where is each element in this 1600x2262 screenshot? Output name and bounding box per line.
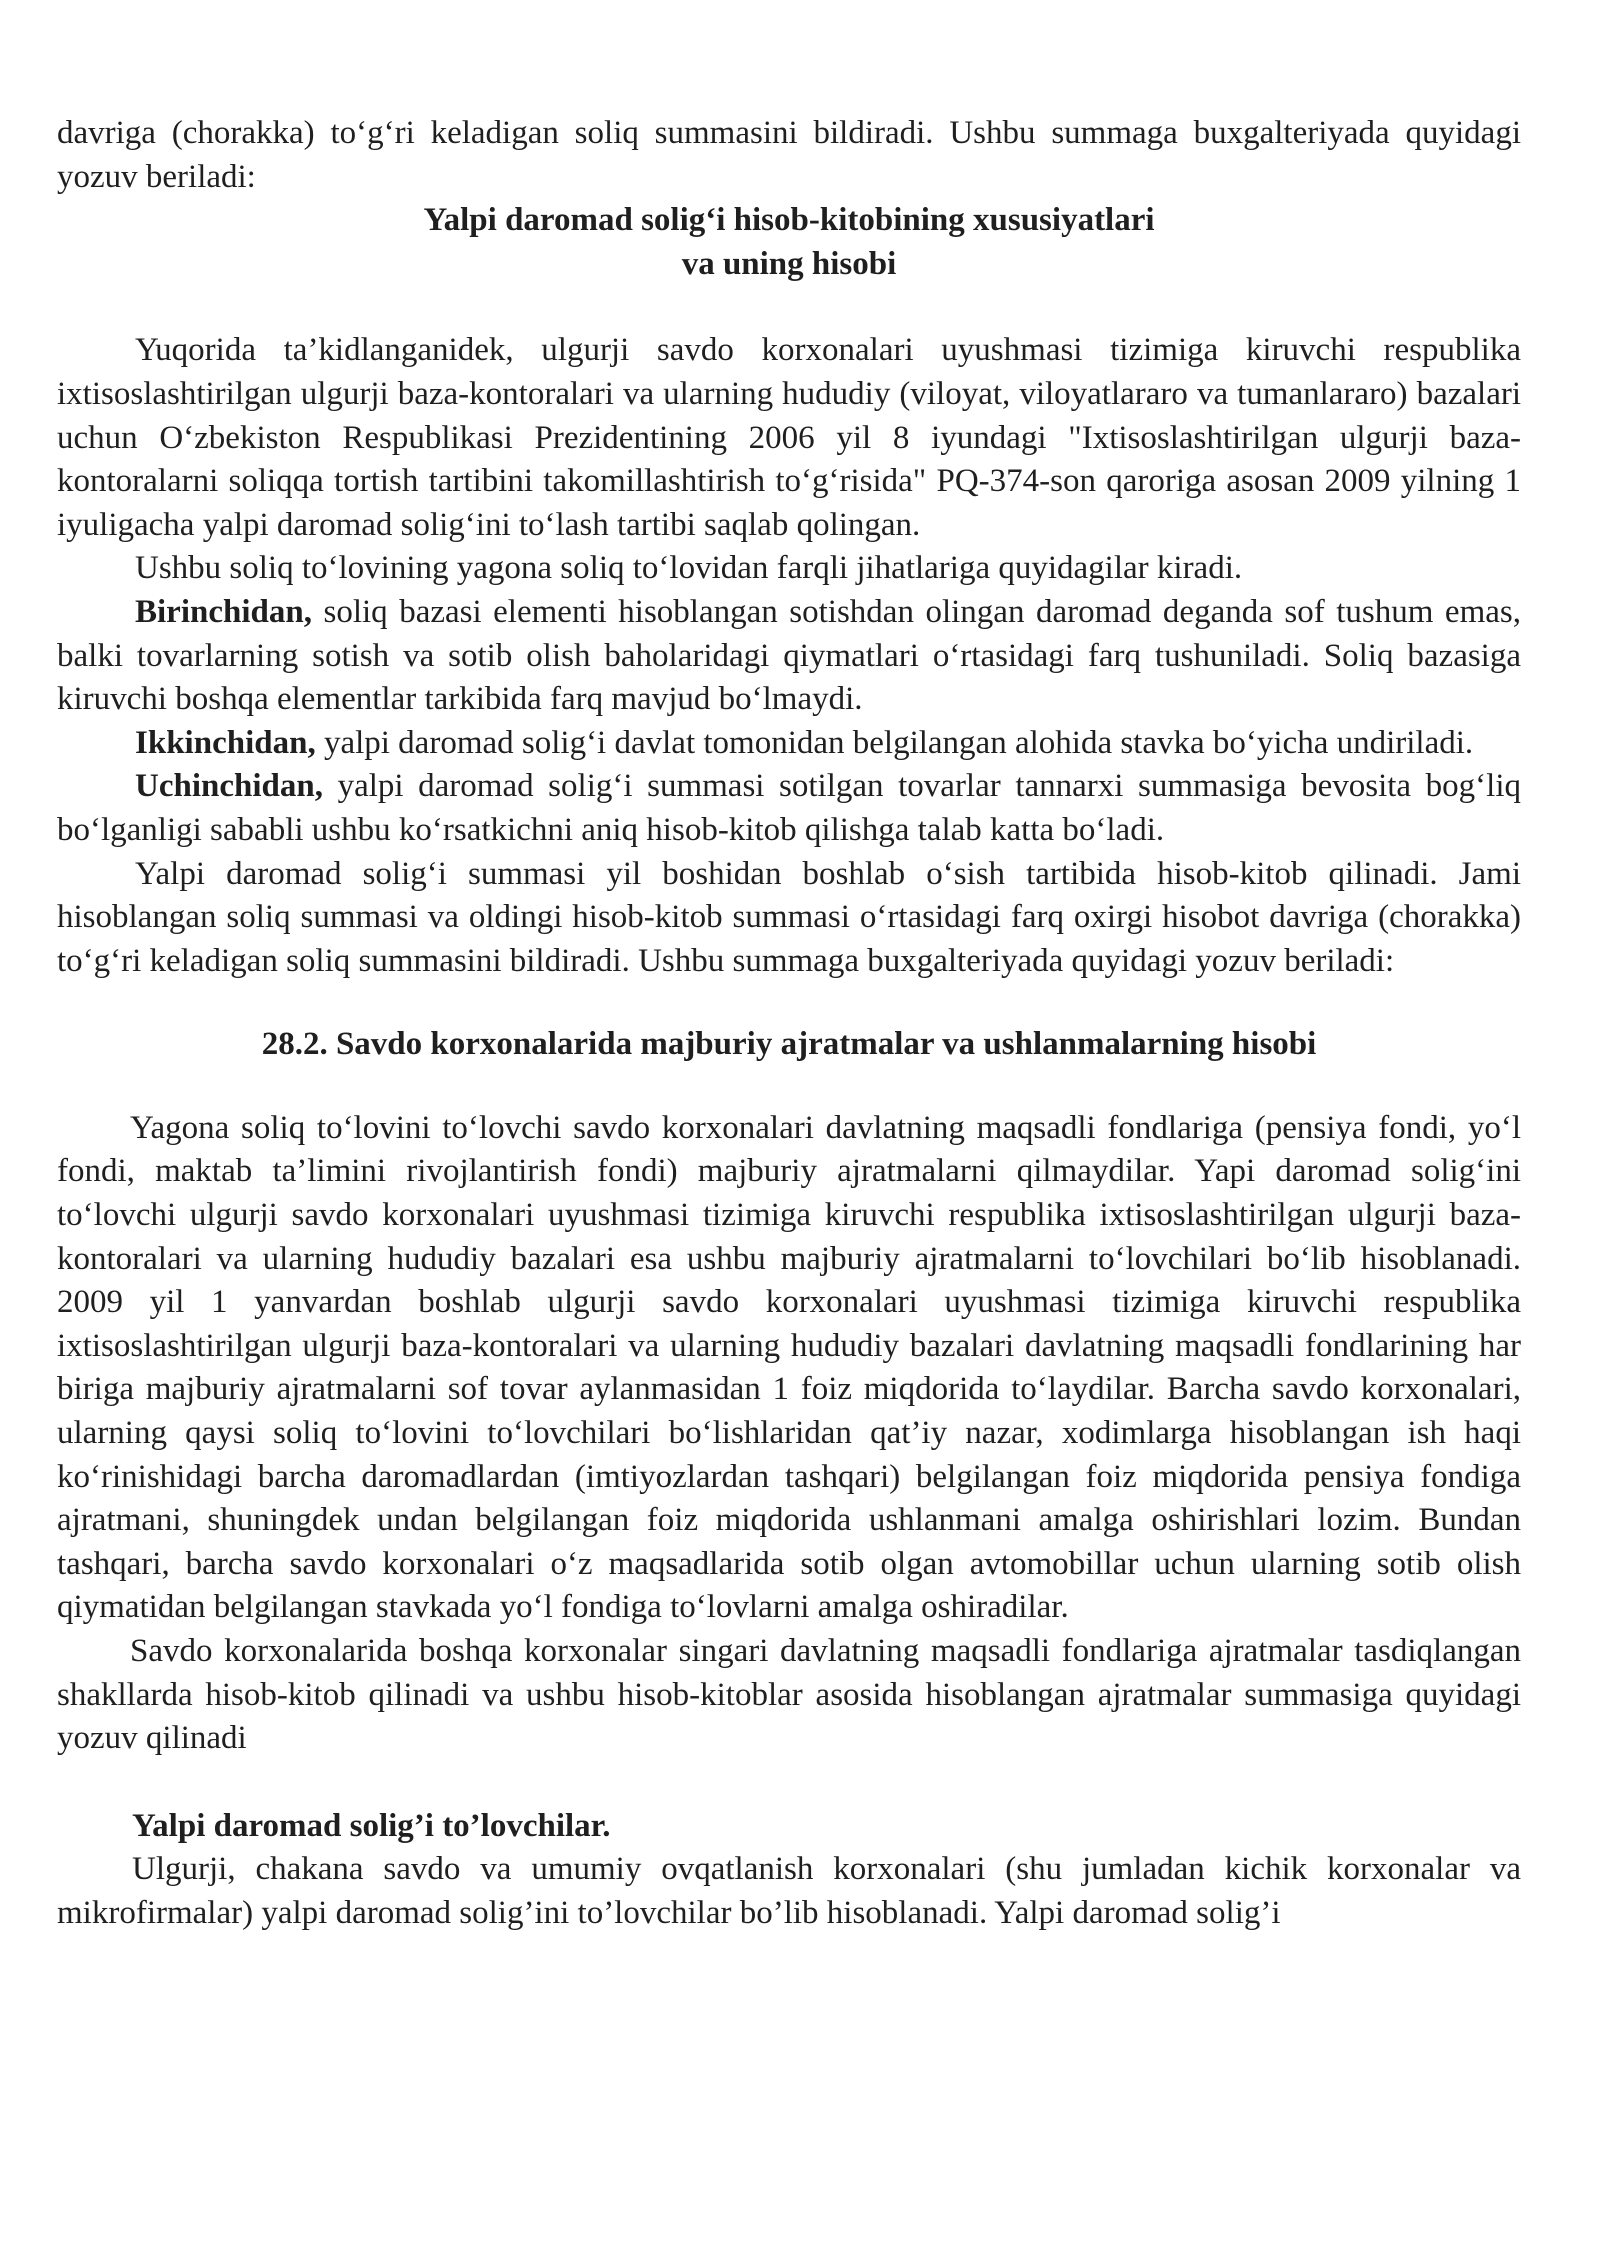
section-title-line-2: va uning hisobi bbox=[681, 245, 897, 282]
document-page bbox=[57, 112, 1521, 1936]
section-paragraph-2: Savdo korxonalarida boshqa korxonalar singari davlatning maqsadli fondlariga ajratmalar tasdiqlangan shakllarda hisob-kitob qilinadi va ushbu hisob-kitoblar asosida hisoblangan ajratmalar summasiga quyidagi yozuv qilinadi bbox=[57, 1633, 1521, 1757]
paragraph-ikkinchidan-lead: Ikkinchidan, bbox=[135, 724, 316, 761]
spacer bbox=[57, 1761, 1521, 1805]
paragraph-2: Ushbu soliq to‘lovining yagona soliq to‘lovidan farqli jihatlariga quyidagilar kiradi. bbox=[135, 550, 1243, 587]
spacer bbox=[57, 286, 1521, 329]
spacer bbox=[57, 983, 1521, 1023]
section-title-line-1: Yalpi daromad solig‘i hisob-kitobining xususiyatlari bbox=[423, 202, 1155, 239]
spacer bbox=[57, 1067, 1521, 1107]
section-paragraph-1: Yagona soliq to‘lovini to‘lovchi savdo korxonalari davlatning maqsadli fondlariga (pensiya fondi, yo‘l fondi, maktab ta’limini rivojlantirish fondi) majburiy ajratmalarni qilmaydilar. Yapi daromad solig‘ini to‘lovchi ulgurji savdo korxonalari uyushmasi tizimiga kiruvchi respublika ixtisoslashtirilgan ulgurji baza-kontoralari va ularning hududiy bazalari esa ushbu majburiy ajratmalarni to‘lovchilari bo‘lib hisoblanadi. 2009 yil 1 yanvardan boshlab ulgurji savdo korxonalari uyushmasi tizimiga kiruvchi respublika ixtisoslashtirilgan ulgurji baza-kontoralari va ularning hududiy bazalari davlatning maqsadli fondlarining har biriga majburiy ajratmalarni sof tovar aylanmasidan 1 foiz miqdorida to‘laydilar. Barcha savdo korxonalari, ularning qaysi soliq to‘lovini to‘lovchilari bo‘lishlaridan qat’iy nazar, xodimlarga hisoblangan ish haqi ko‘rinishidagi barcha daromadlardan (imtiyozlardan tashqari) belgilangan foiz miqdorida pensiya fondiga ajratmani, shuningdek undan belgilangan foiz miqdorida ushlanmani amalga oshirishlari lozim. Bundan tashqari, barcha savdo korxonalari o‘z maqsadlarida sotib olgan avtomobillar uchun ularning sotib olish qiymatidan belgilangan stavkada yo‘l fondiga to‘lovlarni amalga oshiradilar. bbox=[57, 1109, 1521, 1626]
section-heading-28-2: 28.2. Savdo korxonalarida majburiy ajratmalar va ushlanmalarning hisobi bbox=[261, 1026, 1317, 1063]
paragraph-uchinchidan-text: yalpi daromad solig‘i summasi sotilgan tovarlar tannarxi summasiga bevosita bog‘liq bo‘lganligi sababli ushbu ko‘rsatkichni aniq hisob-kitob qilishga talab katta bo‘ladi. bbox=[57, 768, 1521, 848]
subsection-paragraph-1: Ulgurji, chakana savdo va umumiy ovqatlanish korxonalari (shu jumladan kichik korxonalar va mikrofirmalar) yalpi daromad solig’ini to’lovchilar bo’lib hisoblanadi. Yalpi daromad solig’i bbox=[57, 1851, 1521, 1931]
paragraph-birinchidan-lead: Birinchidan, bbox=[135, 593, 312, 630]
paragraph-birinchidan bbox=[57, 591, 1521, 722]
paragraph-1: Yuqorida ta’kidlanganidek, ulgurji savdo korxonalari uyushmasi tizimiga kiruvchi respublika ixtisoslashtirilgan ulgurji baza-kontoralari va ularning hududiy (viloyat, viloyatlararo va tumanlararo) bazalari uchun O‘zbekiston Respublikasi Prezidentining 2006 yil 8 iyundagi "Ixtisoslashtirilgan ulgurji baza-kontoralarni soliqqa tortish tartibini takomillashtirish to‘g‘risida" PQ-374-son qaroriga asosan 2009 yilning 1 iyuligacha yalpi daromad solig‘ini to‘lash tartibi saqlab qolingan. bbox=[57, 332, 1521, 543]
paragraph-ikkinchidan bbox=[57, 722, 1521, 766]
paragraph-uchinchidan bbox=[57, 765, 1521, 852]
intro-paragraph: davriga (chorakka) to‘g‘ri keladigan soliq summasini bildiradi. Ushbu summaga buxgalteriyada quyidagi yozuv beriladi: bbox=[57, 115, 1521, 195]
paragraph-ikkinchidan-text: yalpi daromad solig‘i davlat tomonidan belgilangan alohida stavka bo‘yicha undiriladi. bbox=[315, 724, 1474, 761]
paragraph-uchinchidan-lead: Uchinchidan, bbox=[135, 768, 323, 805]
paragraph-6: Yalpi daromad solig‘i summasi yil boshidan boshlab o‘sish tartibida hisob-kitob qilinadi. Jami hisoblangan soliq summasi va oldingi hisob-kitob summasi o‘rtasidagi farq oxirgi hisobot davriga (chorakka) to‘g‘ri keladigan soliq summasini bildiradi. Ushbu summaga buxgalteriyada quyidagi yozuv beriladi: bbox=[57, 855, 1521, 979]
subsection-heading: Yalpi daromad solig’i to’lovchilar. bbox=[132, 1807, 611, 1844]
paragraph-birinchidan-text: soliq bazasi elementi hisoblangan sotishdan olingan daromad deganda sof tushum emas, balki tovarlarning sotish va sotib olish baholaridagi qiymatlari o‘rtasidagi farq tushuniladi. Soliq bazasiga kiruvchi boshqa elementlar tarkibida farq mavjud bo‘lmaydi. bbox=[57, 593, 1521, 718]
